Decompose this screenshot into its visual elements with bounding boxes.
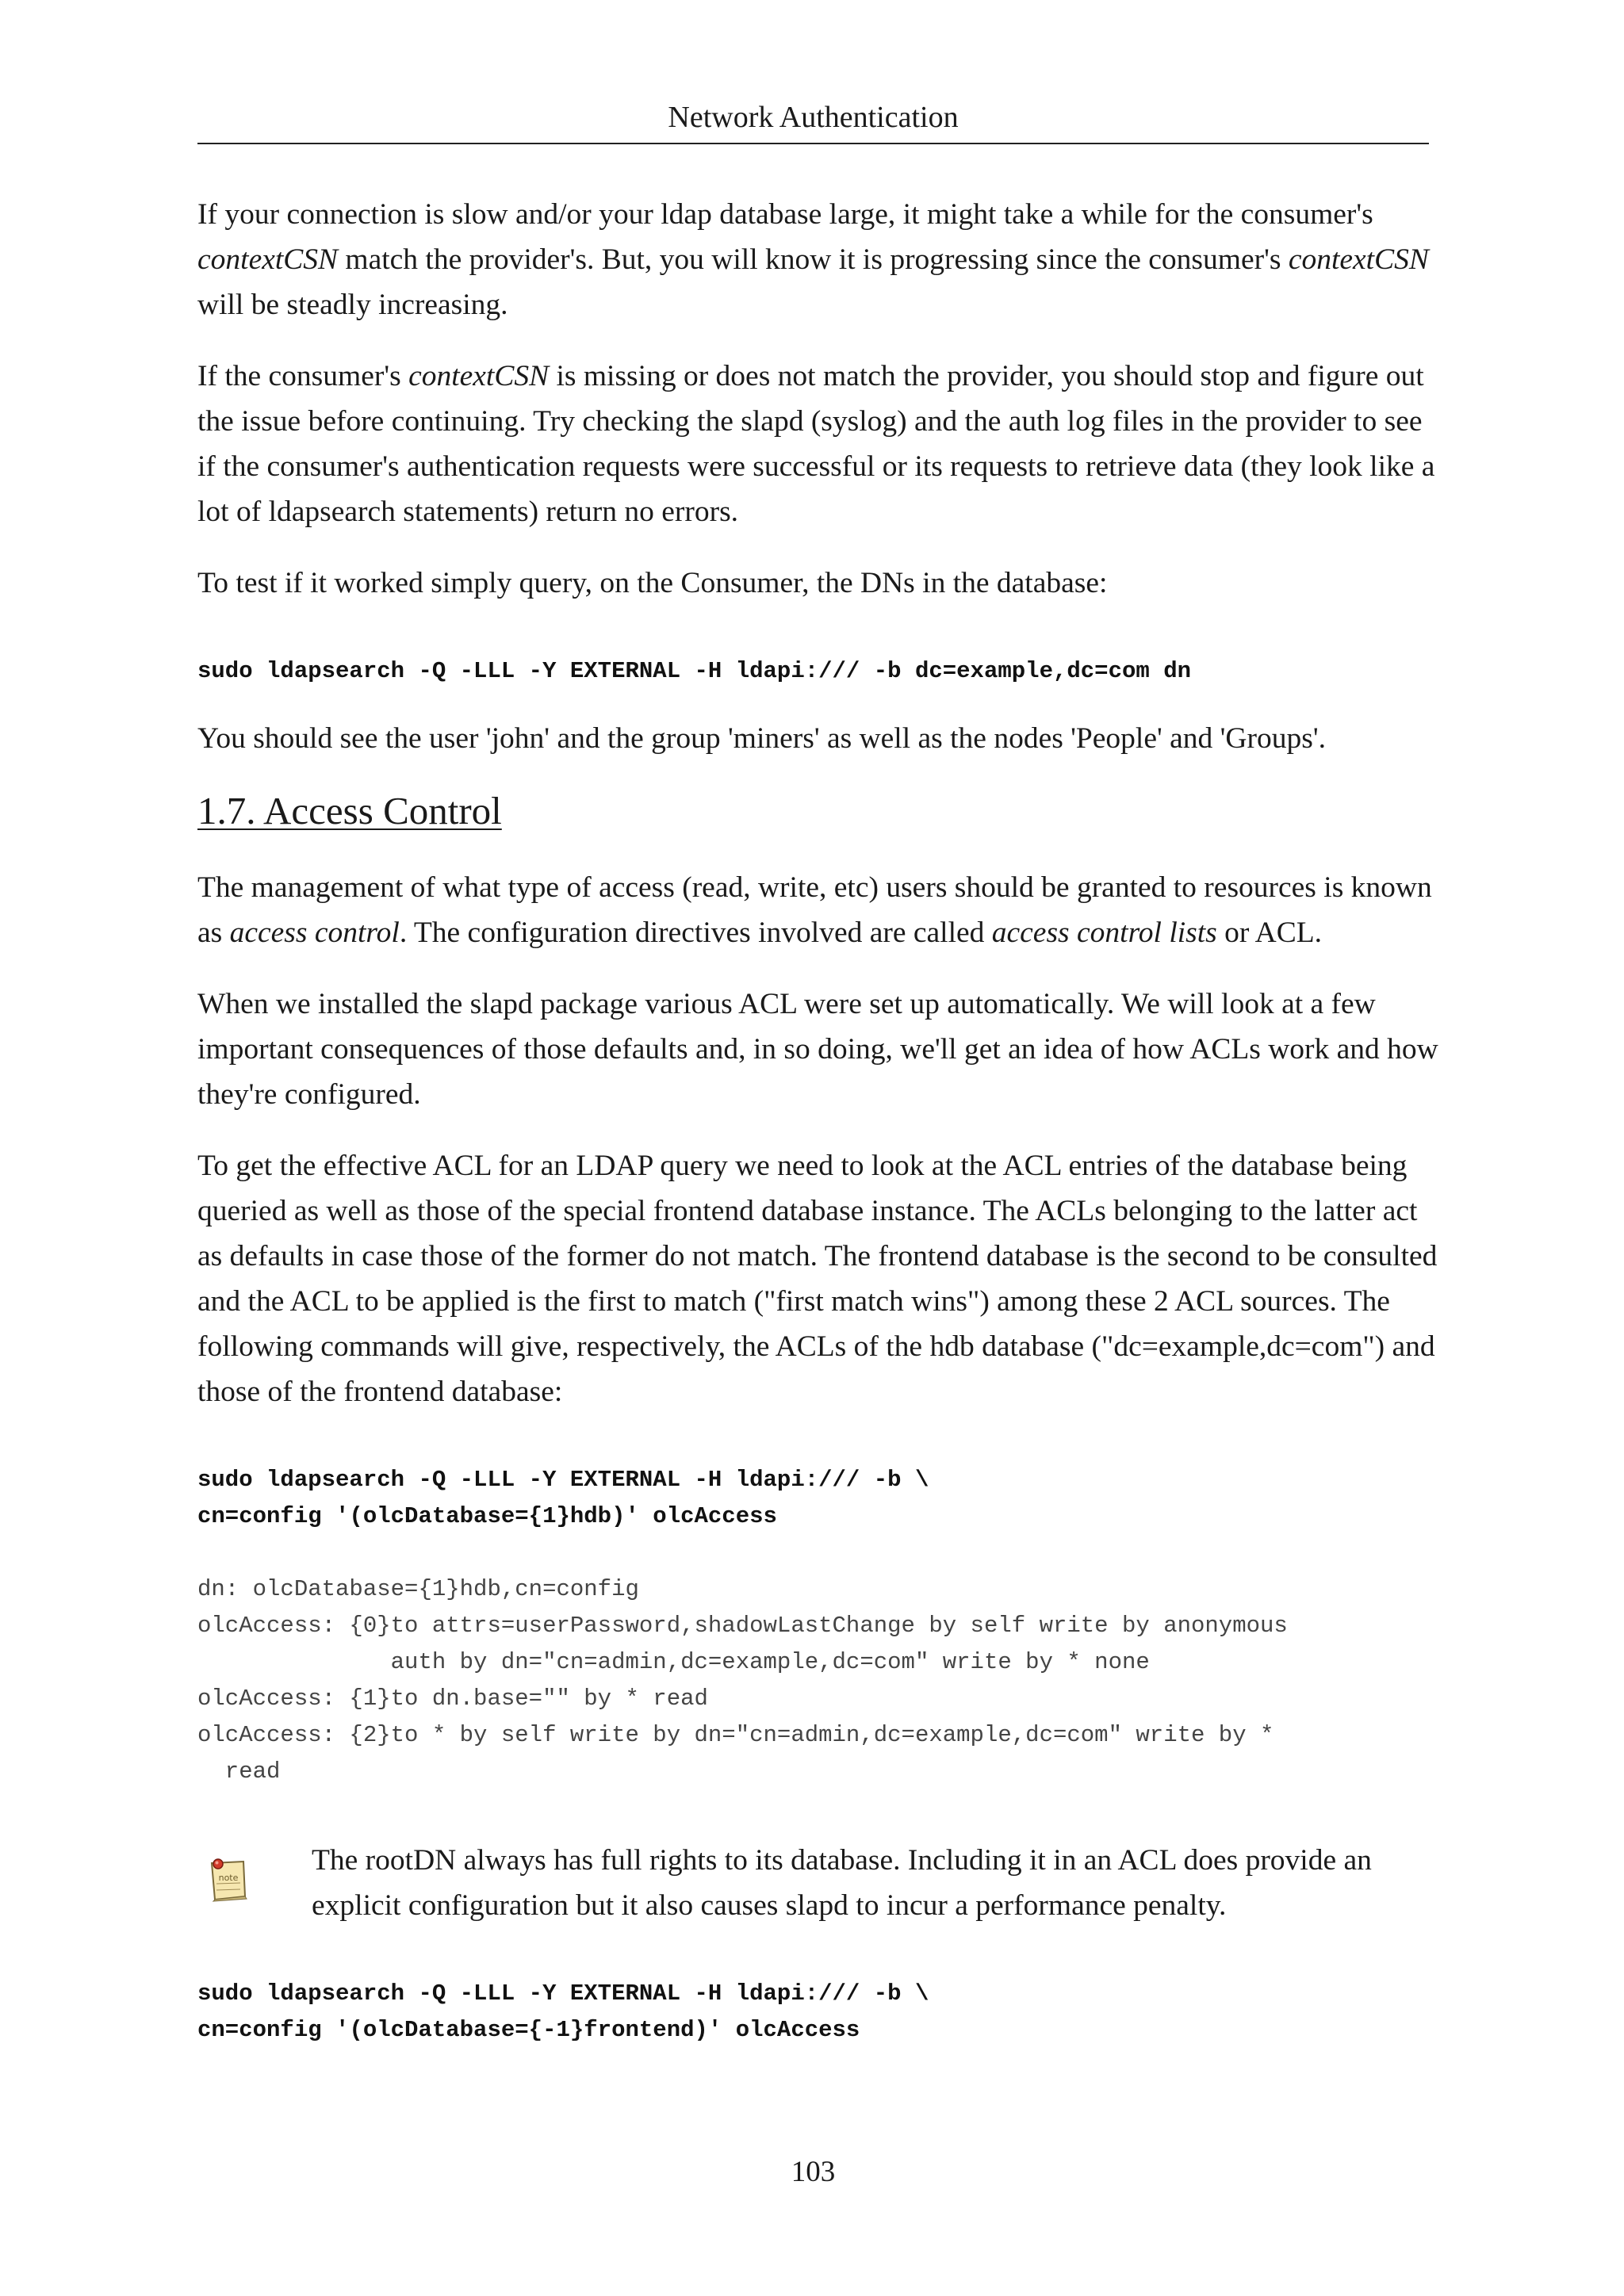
note-icon: [207, 1857, 250, 1903]
output-line: auth by dn="cn=admin,dc=example,dc=com" write by * none: [197, 1649, 1150, 1675]
note-text: The rootDN always has full rights to its database. Including it in an ACL does provide an explicit configuration but it also causes slapd to incur a performance penalty.: [312, 1844, 1372, 1922]
output-line: dn: olcDatabase={1}hdb,cn=config: [197, 1576, 639, 1602]
output-line: olcAccess: {0}to attrs=userPassword,shadowLastChange by self write by anonymous: [197, 1613, 1288, 1639]
code-block-hdb-acl-output: [197, 1571, 1438, 1790]
section-heading: 1.7. Access Control: [197, 789, 502, 832]
code-line: cn=config '(olcDatabase={1}hdb)' olcAccess: [197, 1503, 777, 1529]
page-content: [197, 192, 1438, 2075]
output-line: olcAccess: {2}to * by self write by dn="cn=admin,dc=example,dc=com" write by *: [197, 1722, 1274, 1748]
output-line: read: [197, 1758, 281, 1785]
paragraph-effective-acl: To get the effective ACL for an LDAP query we need to look at the ACL entries of the database being queried as well as those of the special frontend database instance. The ACLs belonging to the latter act as defaults in case those of the former do not match. The frontend database is the second to be consulted and the ACL to be applied is the first to match ("first match wins") among these 2 ACL sources. The following commands will give, respectively, the ACLs of the hdb database ("dc=example,dc=com") and those of the frontend database:: [197, 1150, 1438, 1408]
paragraph-contextcsn-progress: If your connection is slow and/or your ldap database large, it might take a while for the consumer's contextCSN match the provider's. But, you will know it is progressing since the consumer's contextCSN will be steadly increasing.: [197, 198, 1429, 321]
paragraph-default-acl: When we installed the slapd package various ACL were set up automatically. We will look at a few important consequences of those defaults and, in so doing, we'll get an idea of how ACLs work and how they're configured.: [197, 988, 1438, 1111]
page-number: 103: [791, 2156, 836, 2188]
paragraph-expected-result: You should see the user 'john' and the group 'miners' as well as the nodes 'People' and 'Groups'.: [197, 722, 1326, 755]
code-line: sudo ldapsearch -Q -LLL -Y EXTERNAL -H ldapi:/// -b \: [197, 1980, 929, 2007]
code-block-hdb-acl-command: [197, 1462, 1438, 1535]
header-rule: [197, 143, 1429, 144]
paragraph-access-control-definition: The management of what type of access (read, write, etc) users should be granted to resources is known as access control. The configuration directives involved are called access control lists or ACL.: [197, 871, 1432, 949]
note-admonition: [197, 1838, 1438, 1928]
note-icon-label: note: [218, 1873, 239, 1883]
code-block-ldapsearch-dn: [197, 653, 1438, 690]
code-line: sudo ldapsearch -Q -LLL -Y EXTERNAL -H ldapi:/// -b dc=example,dc=com dn: [197, 658, 1192, 684]
running-header: Network Authentication: [668, 101, 959, 134]
output-line: olcAccess: {1}to dn.base="" by * read: [197, 1686, 708, 1712]
code-line: sudo ldapsearch -Q -LLL -Y EXTERNAL -H ldapi:/// -b \: [197, 1467, 929, 1493]
code-line: cn=config '(olcDatabase={-1}frontend)' olcAccess: [197, 2017, 860, 2043]
code-block-frontend-acl-command: [197, 1976, 1438, 2049]
paragraph-contextcsn-missing: If the consumer's contextCSN is missing or does not match the provider, you should stop and figure out the issue before continuing. Try checking the slapd (syslog) and the auth log files in the provider to see if the consumer's authentication requests were successful or its requests to retrieve data (they look like a lot of ldapsearch statements) return no errors.: [197, 360, 1435, 528]
paragraph-test-query: To test if it worked simply query, on the Consumer, the DNs in the database:: [197, 567, 1108, 599]
